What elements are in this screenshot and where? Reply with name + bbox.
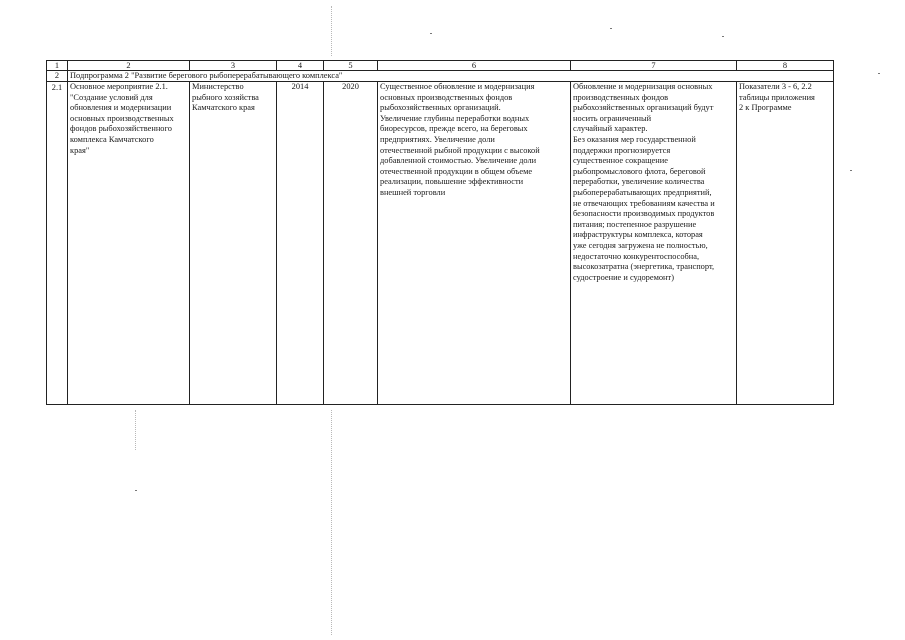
expected-result: Существенное обновление и модернизация основных производственных фондов рыбохозяйственных организаций. Увеличение глубины переработки водных биоресурсов, прежде всего, на береговых предприятиях. Увеличение доли отечественной рыбной продукции с высокой добавленной стоимостью. Увеличение доли отечественной продукции в общем объеме реализации, повышение эффективности внешней торговли bbox=[378, 82, 571, 405]
related-indicators: Показатели 3 - 6, 2.2 таблицы приложения 2 к Программе bbox=[737, 82, 834, 405]
column-number-cell: 4 bbox=[277, 61, 324, 71]
scan-speck bbox=[722, 36, 724, 37]
responsible-executor: Министерство рыбного хозяйства Камчатского края bbox=[190, 82, 277, 405]
measure-name: Основное мероприятие 2.1. "Создание условий для обновления и модернизации основных производственных фондов рыбохозяйственного комплекса Камчатского края" bbox=[68, 82, 190, 405]
column-number-cell: 6 bbox=[378, 61, 571, 71]
column-number-cell: 5 bbox=[324, 61, 378, 71]
column-number-cell: 8 bbox=[737, 61, 834, 71]
fold-line-left bbox=[135, 410, 136, 450]
non-implementation-consequences: Обновление и модернизация основных производственных фондов рыбохозяйственных организаций будут носить ограниченный случайный характер. Без оказания мер государственной поддержки прогнозируется существенное сокращение рыбопромыслового флота, береговой переработки, увеличение количества рыбоперерабатывающих предприятий, не отвечающих требованиям качества и безопасности производимых продуктов питания; постепенное разрушение инфраструктуры комплекса, которая уже сегодня загружена не полностью, недостаточно конкурентоспособна, высокозатратна (энергетика, транспорт, судостроение и судоремонт) bbox=[571, 82, 737, 405]
scan-speck bbox=[610, 28, 612, 29]
column-number-cell: 7 bbox=[571, 61, 737, 71]
scan-speck bbox=[135, 490, 137, 491]
scan-speck bbox=[850, 170, 852, 171]
column-number-cell: 3 bbox=[190, 61, 277, 71]
fold-line-bottom bbox=[331, 410, 332, 635]
measure-row bbox=[47, 82, 834, 405]
end-year: 2020 bbox=[324, 82, 378, 405]
subprogram-row bbox=[47, 71, 834, 82]
scan-speck bbox=[430, 33, 432, 34]
program-measures-table bbox=[46, 60, 834, 405]
column-number-cell: 1 bbox=[47, 61, 68, 71]
subprogram-title: Подпрограмма 2 "Развитие берегового рыбоперерабатывающего комплекса" bbox=[68, 71, 834, 82]
scan-speck bbox=[878, 73, 880, 74]
column-number-cell: 2 bbox=[68, 61, 190, 71]
subprogram-number: 2 bbox=[47, 71, 68, 82]
start-year: 2014 bbox=[277, 82, 324, 405]
measure-number: 2.1 bbox=[47, 82, 68, 405]
column-number-header-row bbox=[47, 61, 834, 71]
fold-line-top bbox=[331, 6, 332, 56]
